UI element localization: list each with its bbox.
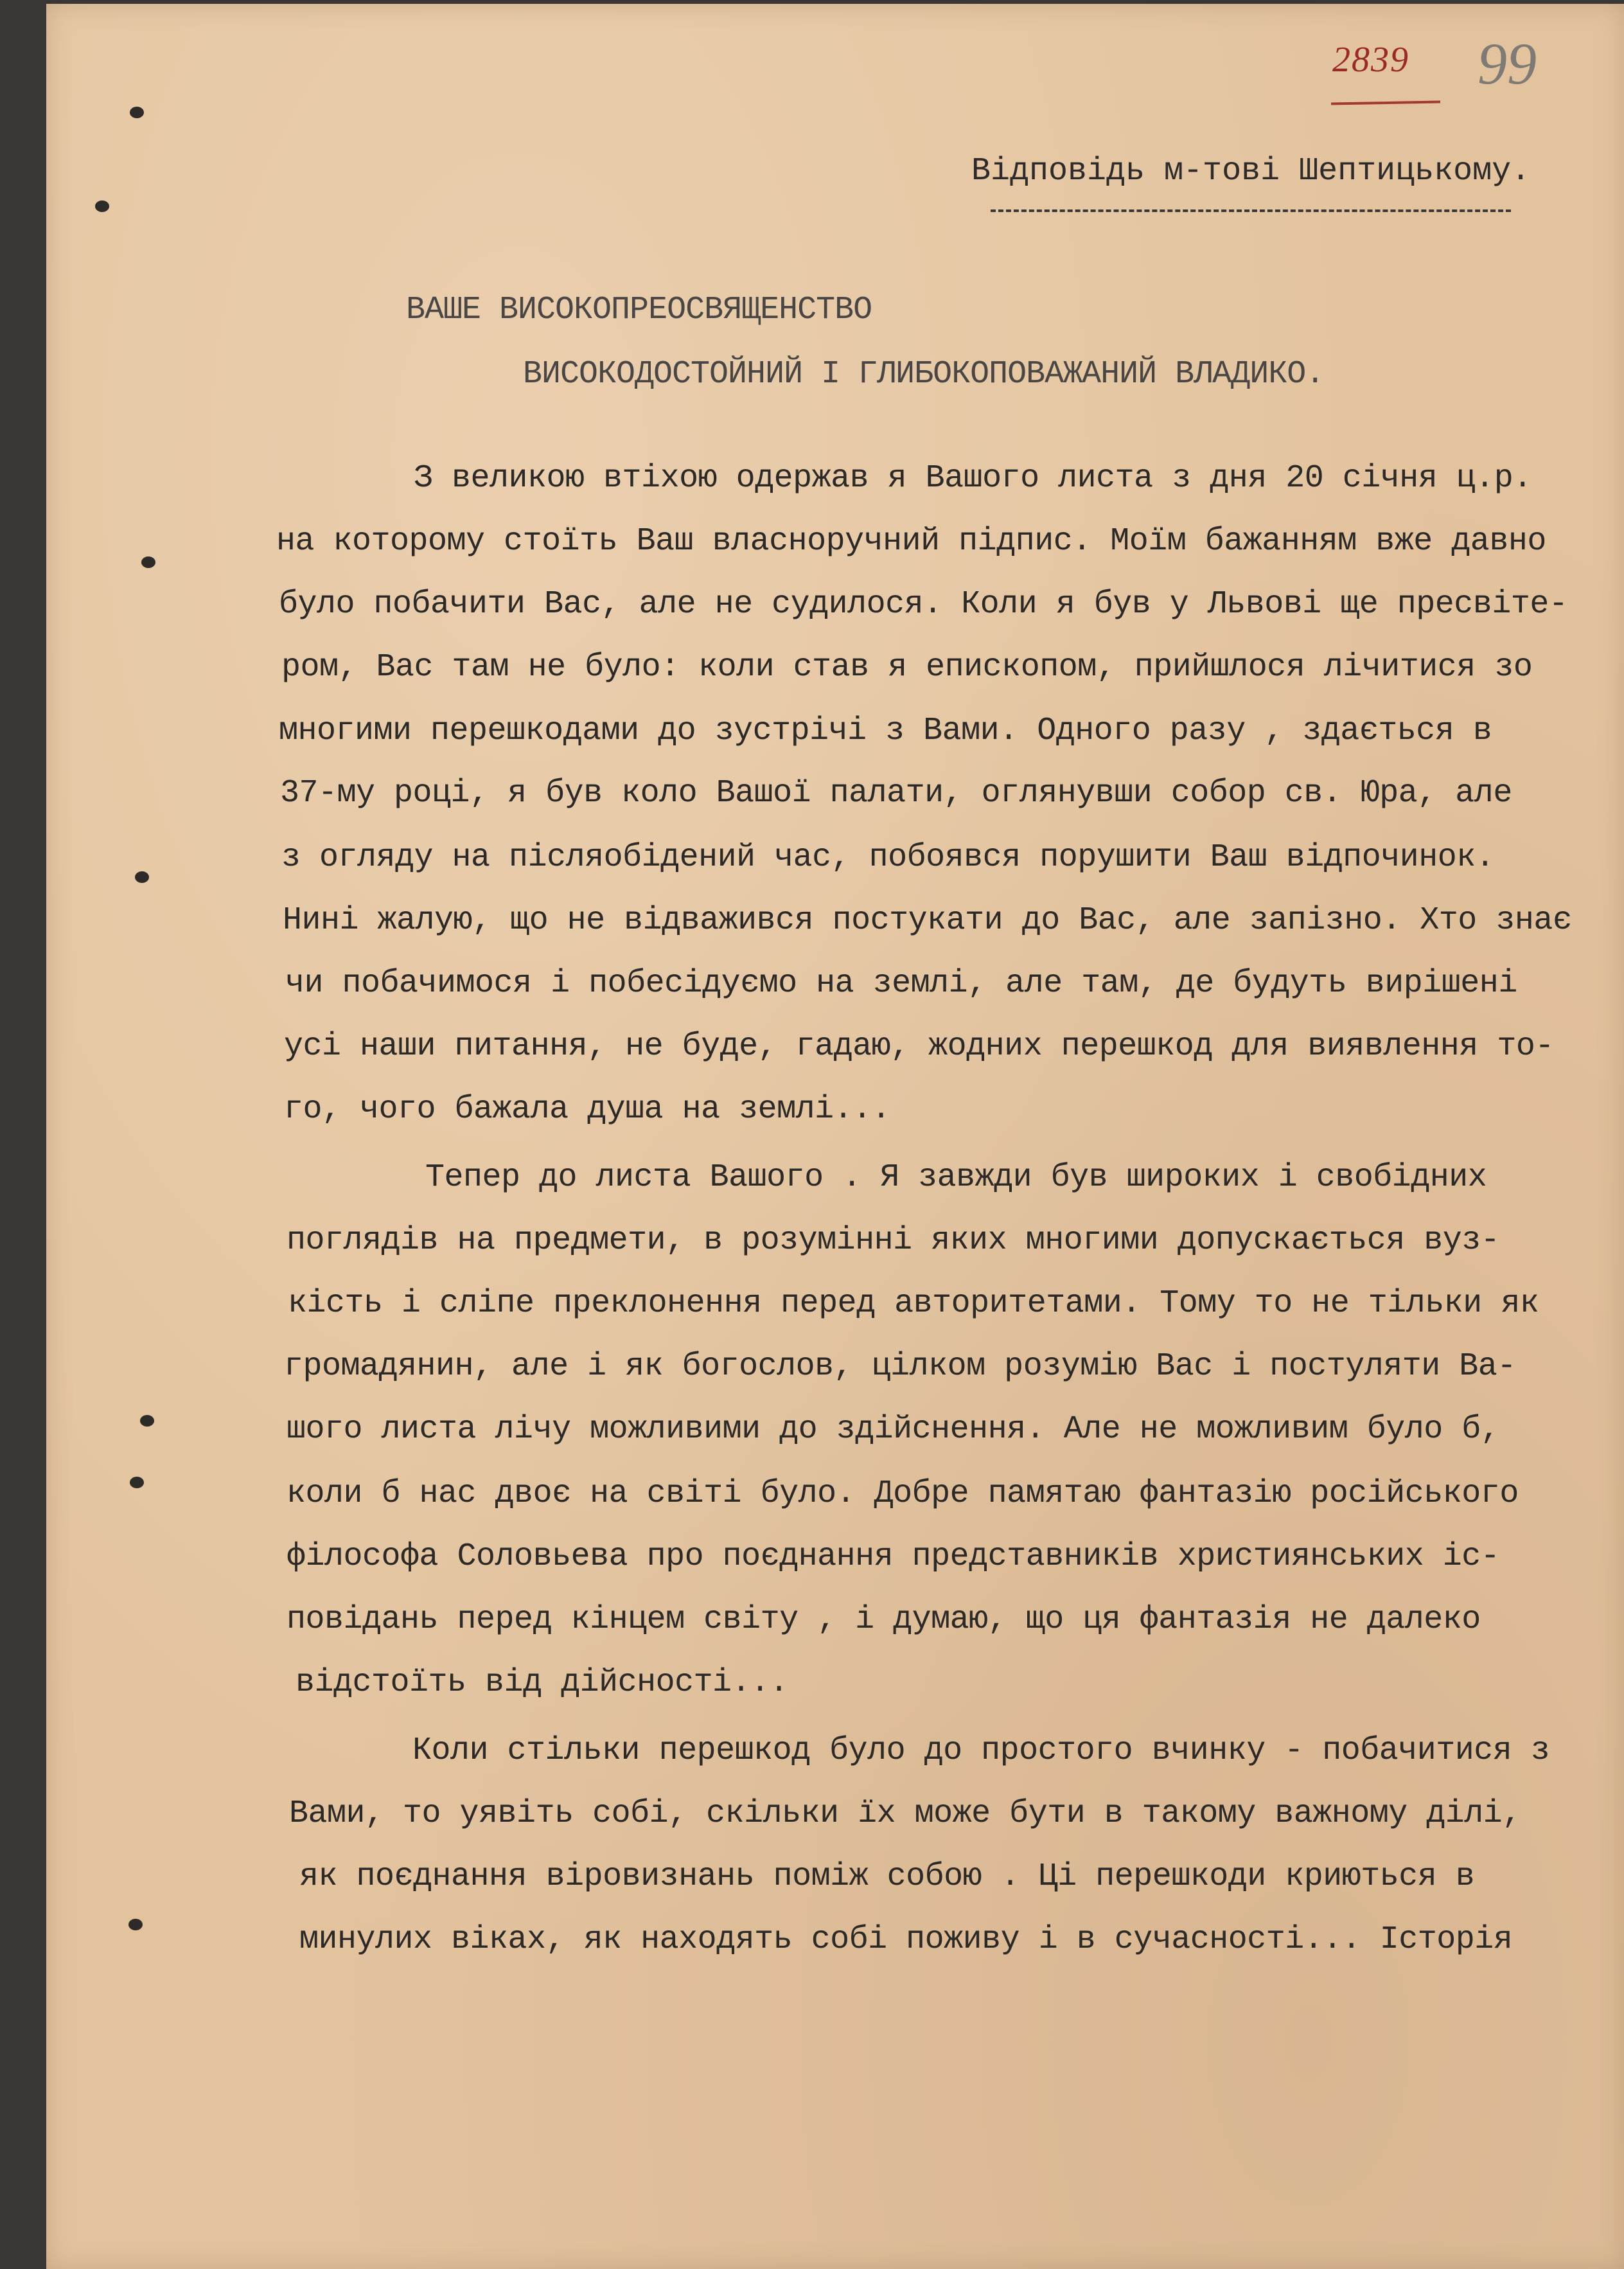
body-line: усі наши питання, не буде, гадаю, жодних перешкод для виявлення то- (284, 1028, 1554, 1065)
body-line: Нині жалую, що не відважився постукати до Вас, але запізно. Хто знає (283, 902, 1572, 939)
body-line: громадянин, але і як богослов, цілком розумію Вас і постуляти Ва- (284, 1348, 1516, 1385)
body-line: шого листа лічу можливими до здійснення. Але не можливим було б, (287, 1411, 1500, 1448)
body-line: з огляду на післяобідений час, побоявся порушити Ваш відпочинок. (281, 839, 1495, 876)
body-line: Коли стільки перешкод було до простого вчинку - побачитися з (412, 1732, 1550, 1769)
archive-number-underline (1331, 101, 1440, 105)
body-line: минулих віках, як находять собі поживу і в сучасності... Історія (299, 1921, 1513, 1958)
punch-hole (130, 107, 144, 118)
body-line: коли б нас двоє на світі було. Добре памятаю фантазію російського (287, 1475, 1519, 1512)
body-line: чи побачимося і побесідуємо на землі, але там, де будуть вирішені (285, 965, 1517, 1002)
body-line: на которому стоїть Ваш власноручний підпис. Моїм бажанням вже давно (276, 523, 1546, 560)
body-line: многими перешкодами до зустрічі з Вами. Одного разу , здається в (279, 713, 1492, 749)
body-line: ром, Вас там не було: коли став я епископом, прийшлося лічитися зо (281, 649, 1533, 686)
body-line: Тепер до листа Вашого . Я завжди був широких і свобідних (425, 1159, 1487, 1196)
document-title: Відповідь м-тові Шептицькому. (971, 153, 1531, 190)
salutation-line-1: ВАШЕ ВИСОКОПРЕОСВЯЩЕНСТВО (406, 292, 872, 328)
body-line: поглядів на предмети, в розумінні яких многими допускається вуз- (287, 1222, 1500, 1259)
body-line: го, чого бажала душа на землі... (284, 1091, 891, 1128)
body-line: Вами, то уявіть собі, скільки їх може бути в такому важному ділі, (289, 1795, 1521, 1832)
document-page (46, 4, 1624, 2269)
body-line: З великою втіхою одержав я Вашого листа з дня 20 січня ц.р. (414, 460, 1532, 497)
body-line: відстоїть від дійсності... (296, 1664, 789, 1701)
punch-hole (140, 1415, 154, 1427)
title-underline (991, 209, 1511, 212)
body-line: повідань перед кінцем світу , і думаю, що ця фантазія не далеко (287, 1601, 1481, 1638)
archive-number: 2839 (1332, 40, 1409, 80)
punch-hole (128, 1919, 143, 1930)
folio-number: 99 (1478, 31, 1537, 96)
body-line: 37-му році, я був коло Вашої палати, оглянувши собор св. Юра, але (280, 775, 1512, 812)
body-line: філософа Соловьева про поєднання представників християнських іс- (287, 1538, 1500, 1575)
punch-hole (95, 200, 109, 212)
body-line: кість і сліпе преклонення перед авторитетами. Тому то не тільки як (288, 1285, 1539, 1322)
punch-hole (135, 871, 149, 883)
punch-hole (141, 556, 155, 568)
salutation-line-2: ВИСОКОДОСТОЙНИЙ І ГЛИБОКОПОВАЖАНИЙ ВЛАДИКО. (523, 356, 1325, 393)
body-line: як поєднання віровизнань поміж собою . Ці перешкоди криються в (299, 1858, 1475, 1895)
punch-hole (130, 1477, 144, 1488)
body-line: було побачити Вас, але не судилося. Коли я був у Львові ще пресвіте- (279, 586, 1568, 623)
